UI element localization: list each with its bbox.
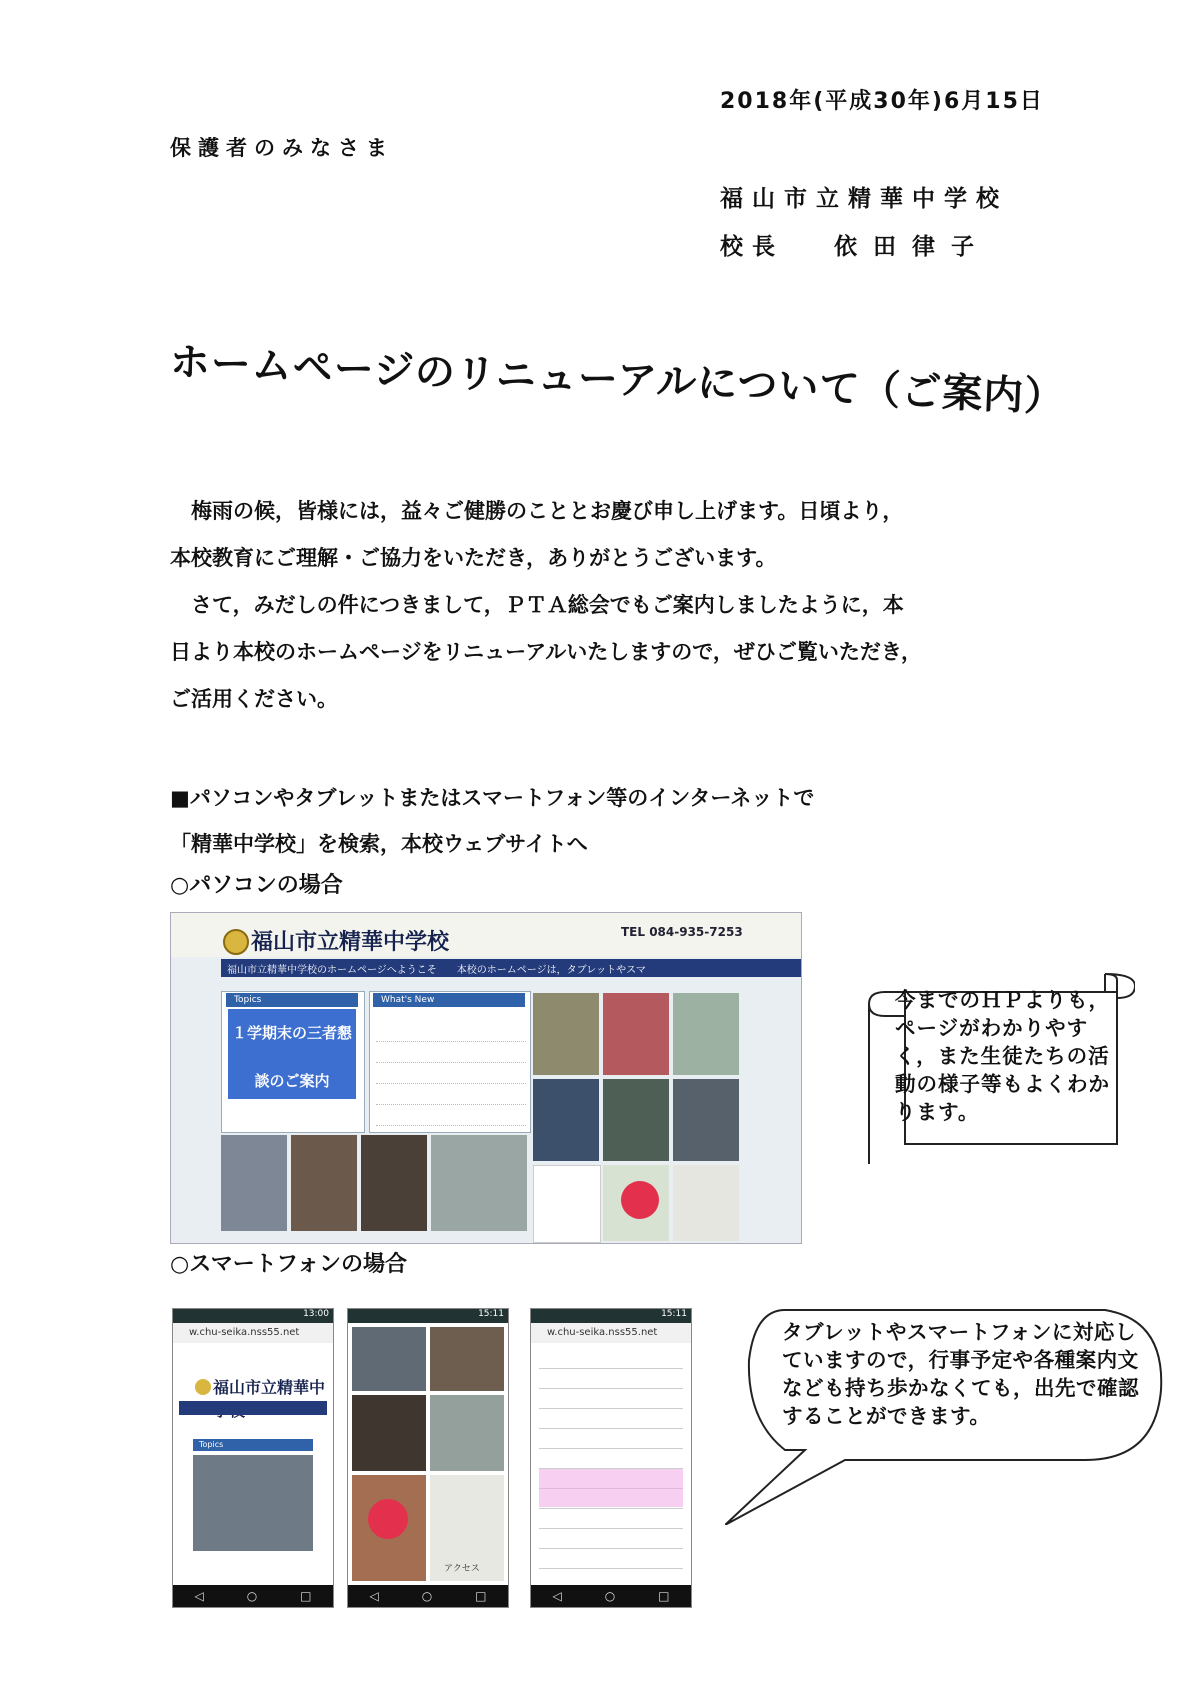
phone-photo: [352, 1395, 426, 1471]
phone-site-logo: 福山市立精華中: [213, 1378, 326, 1397]
phone-label: ○スマートフォンの場合: [170, 1252, 407, 1277]
phone-nav-buttons: [173, 1585, 333, 1607]
pc-photo: [533, 1079, 599, 1161]
pc-photo: [291, 1135, 357, 1231]
pc-photo: [673, 993, 739, 1075]
pc-nav-text: 福山市立精華中学校のホームページへようこそ 本校のホームページは，タブレットやスマ: [227, 965, 646, 976]
section-line: 「精華中学校」を検索，本校ウェブサイトへ: [170, 832, 588, 856]
phone-url-bar: w.chu-seika.nss55.net: [531, 1323, 691, 1343]
pc-photo: [533, 993, 599, 1075]
pc-label: ○パソコンの場合: [170, 873, 343, 898]
phone-photo: [430, 1327, 504, 1391]
scroll-callout-text: 今までのＨＰよりも，ページがわかりやすく，また生徒たちの活動の様子等もよくわかります。: [895, 988, 1110, 1124]
section-heading: [170, 775, 814, 867]
pc-photo: [603, 993, 669, 1075]
school-name: 福山市立精華中学校: [720, 186, 1008, 212]
page-title: ホームページのリニューアルについて（ご案内）: [168, 339, 1067, 421]
phone-status-bar: 15:11: [531, 1309, 691, 1323]
phone-status-bar: 15:11: [348, 1309, 508, 1323]
pc-topics-tab: Topics: [226, 993, 358, 1007]
phone-status-bar: 13:00: [173, 1309, 333, 1323]
pc-photo: [673, 1079, 739, 1161]
phone-url-bar: w.chu-seika.nss55.net: [173, 1323, 333, 1343]
phone-screenshot-calendar: [530, 1308, 692, 1608]
body-line: 日より本校のホームページをリニューアルいたしますので，ぜひご覧いただき，: [170, 640, 923, 664]
calendar-highlight: [539, 1469, 683, 1507]
home-icon: ○: [421, 1589, 433, 1603]
school-emblem-icon: [195, 1379, 211, 1395]
speech-bubble-text: タブレットやスマートフォンに対応していますので，行事予定や各種案内文なども持ち歩かなくても，出先で確認することができます。: [782, 1320, 1139, 1428]
phone-nav-buttons: [531, 1585, 691, 1607]
body-line: さて，みだしの件につきまして，ＰＴＡ総会でもご案内しましたように，本: [191, 593, 904, 617]
recent-apps-icon: □: [475, 1589, 487, 1603]
document-date: 2018年(平成30年)6月15日: [720, 89, 1044, 114]
body-line: ご活用ください。: [170, 687, 338, 711]
recent-apps-icon: □: [300, 1589, 312, 1603]
back-icon: ◁: [194, 1589, 204, 1603]
body-line: 本校教育にご理解・ご協力をいただき，ありがとうございます。: [170, 546, 777, 570]
phone-screenshot-home: [172, 1308, 334, 1608]
phone-photo: [352, 1327, 426, 1391]
pc-news-tab: What's New: [373, 993, 525, 1007]
phone-nav-bar: [179, 1401, 327, 1415]
pc-tel: TEL 084-935-7253: [621, 925, 743, 939]
pc-site-logo: 福山市立精華中学校: [251, 930, 450, 955]
phone-nav-buttons: [348, 1585, 508, 1607]
red-ball-image: [368, 1499, 408, 1539]
section-line: ■パソコンやタブレットまたはスマートフォン等のインターネットで: [170, 786, 815, 810]
body-text: [170, 488, 1030, 723]
red-ball-image: [621, 1181, 659, 1219]
phone-photo: [193, 1455, 313, 1551]
calendar-table: [539, 1349, 683, 1583]
recent-apps-icon: □: [658, 1589, 670, 1603]
back-icon: ◁: [552, 1589, 562, 1603]
back-icon: ◁: [369, 1589, 379, 1603]
pc-photo: [221, 1135, 287, 1231]
home-icon: ○: [604, 1589, 616, 1603]
phone-topics-tab: Topics: [193, 1439, 313, 1451]
link-icon: [533, 1165, 601, 1243]
pc-screenshot: [170, 912, 802, 1244]
phone-photo: [430, 1395, 504, 1471]
pc-photo: [431, 1135, 527, 1231]
home-icon: ○: [246, 1589, 258, 1603]
school-emblem-icon: [223, 929, 249, 955]
pc-banner: １学期末の三者懇談のご案内: [228, 1009, 356, 1099]
addressee: 保護者のみなさま: [170, 136, 394, 160]
phone-screenshot-gallery: [347, 1308, 509, 1608]
principal-title: 校長: [720, 234, 784, 260]
pc-photo: [361, 1135, 427, 1231]
map-image: [673, 1165, 739, 1241]
phone-access-label: アクセス: [444, 1564, 480, 1574]
principal-line: [720, 228, 990, 261]
principal-name: 依田律子: [834, 234, 990, 260]
body-line: 梅雨の候，皆様には，益々ご健勝のこととお慶び申し上げます。日頃より，: [191, 499, 904, 523]
pc-photo: [603, 1079, 669, 1161]
pc-news-list: [376, 1021, 526, 1126]
